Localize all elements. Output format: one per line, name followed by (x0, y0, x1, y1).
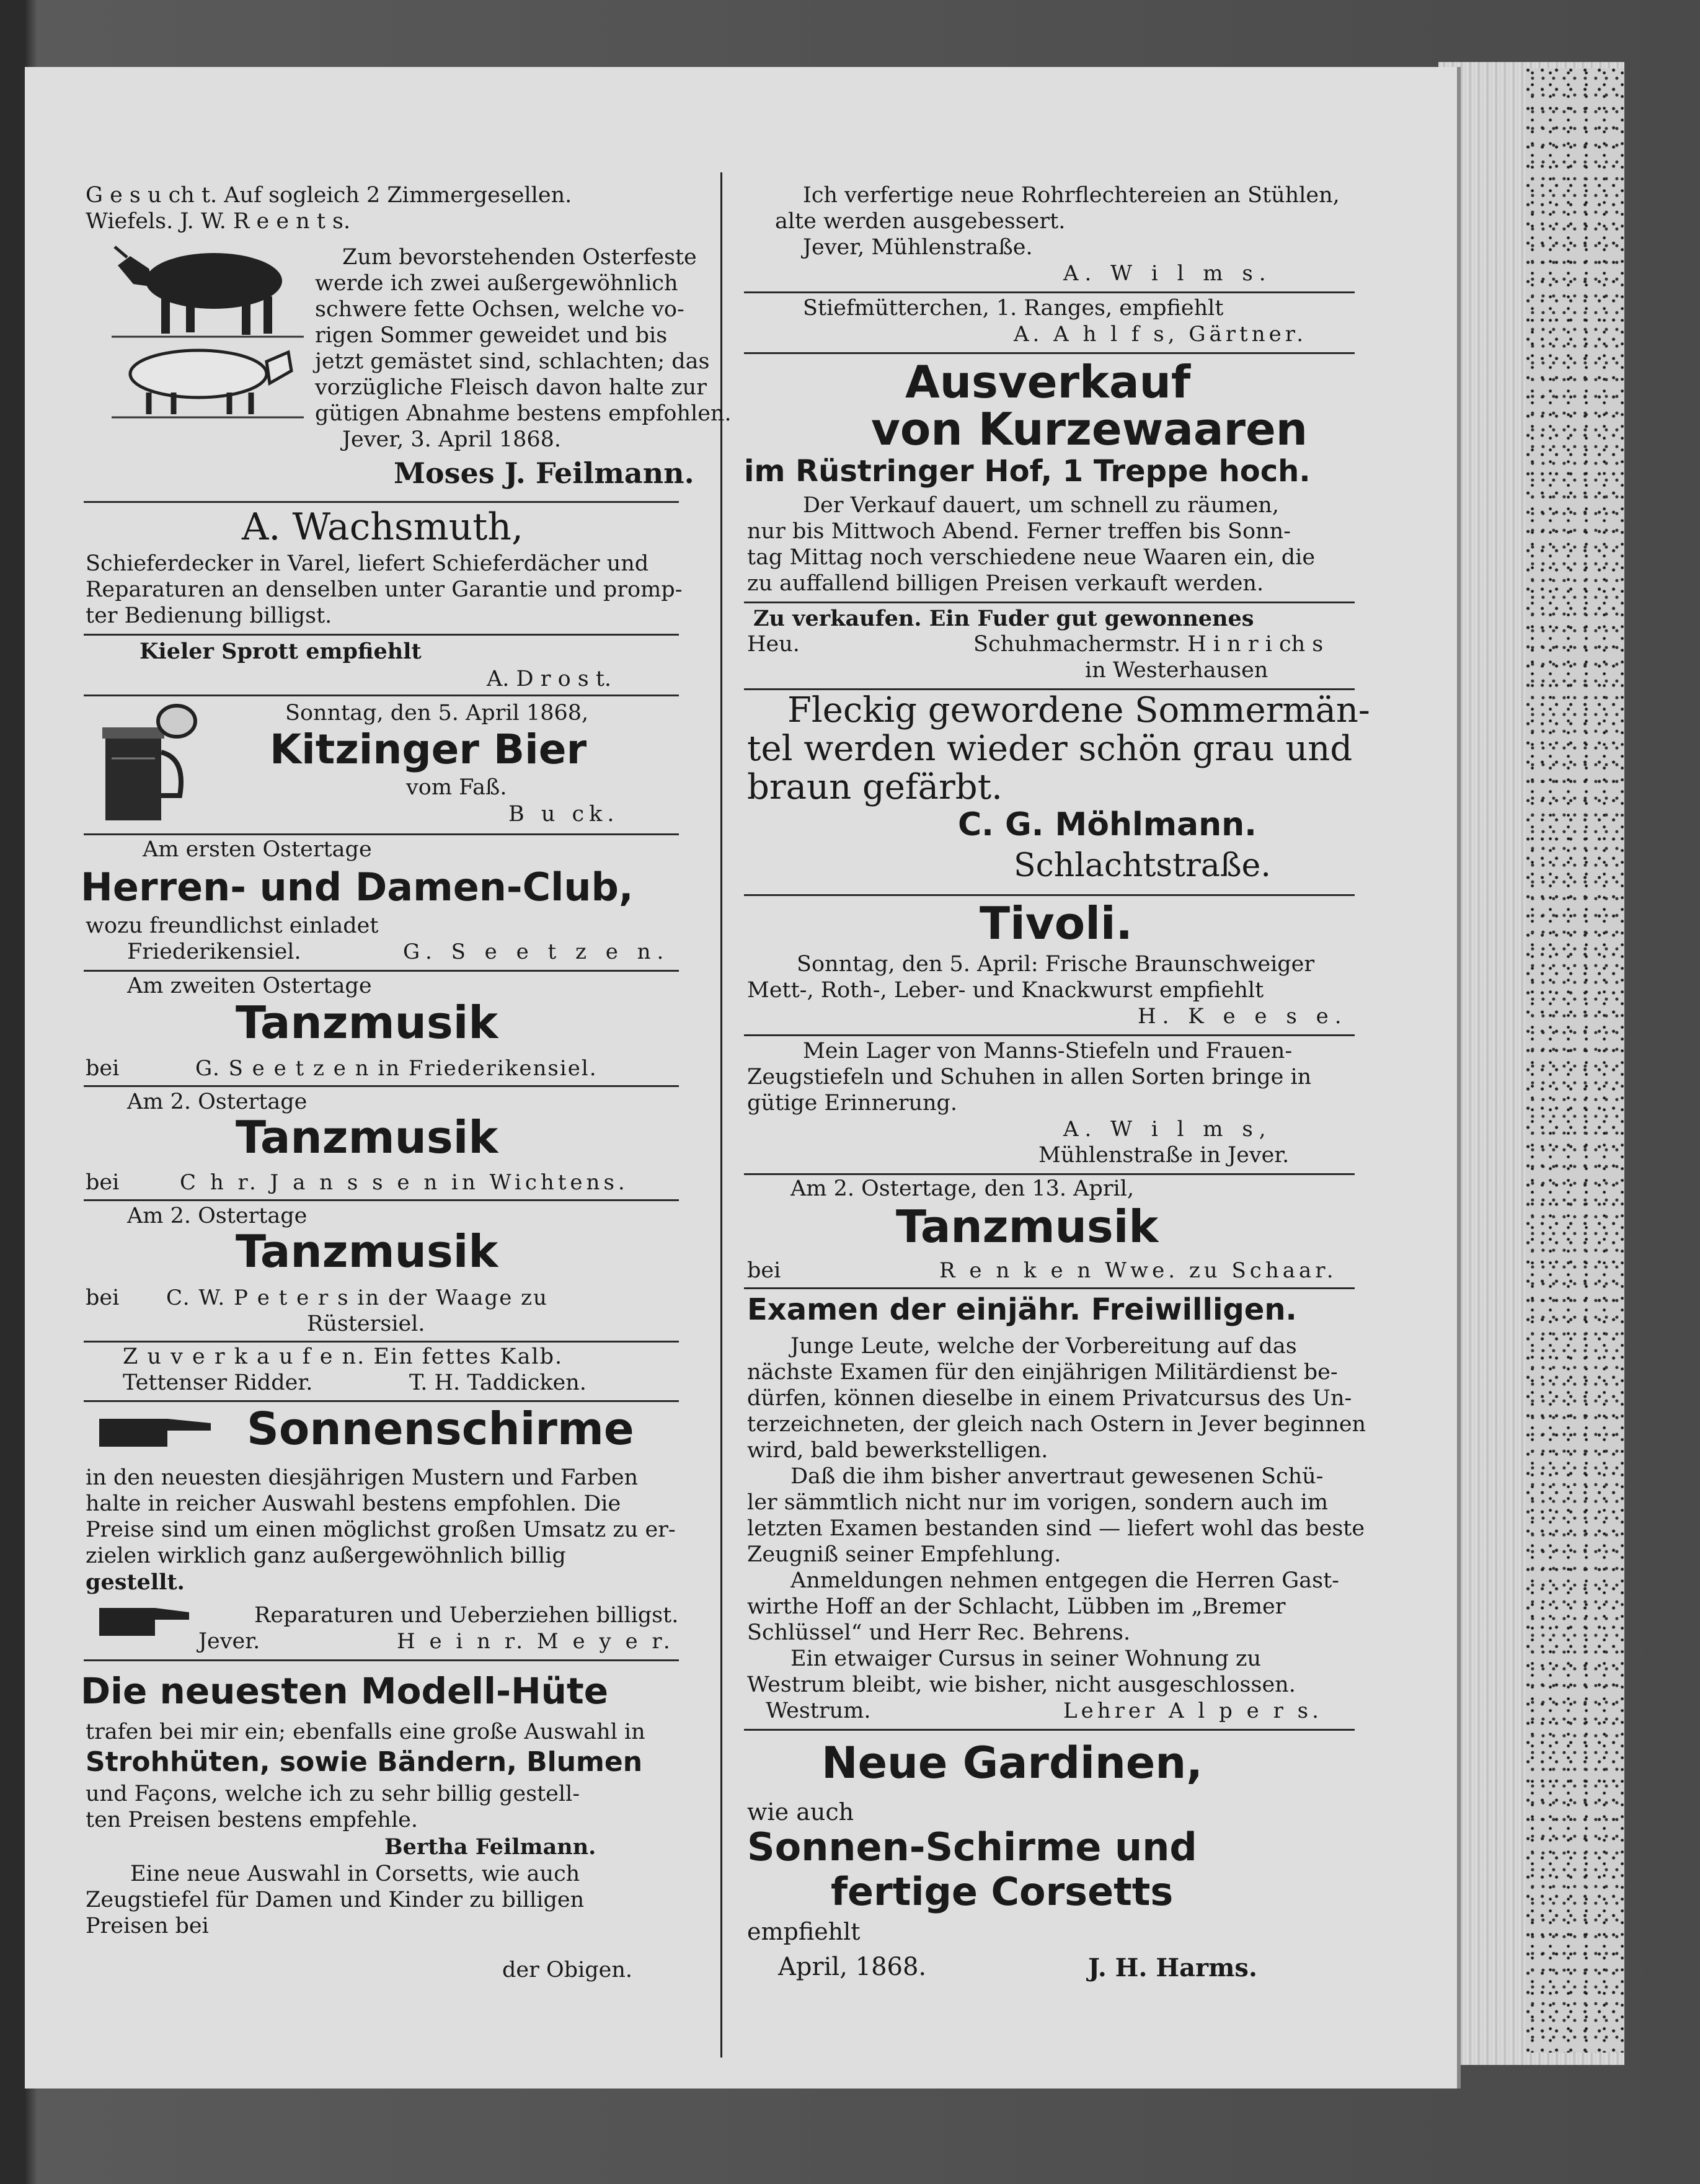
tivoli-line: Sonntag, den 5. April: Frische Braunschweiger (797, 952, 1315, 977)
heu-line3: in Westerhausen (1085, 658, 1268, 683)
examen-p1: terzeichneten, der gleich nach Ostern in Jever beginnen (747, 1412, 1366, 1437)
ox-signature: Moses J. Feilmann. (394, 456, 694, 490)
schirme-place: Jever. (198, 1629, 260, 1654)
examen-p2: Daß die ihm bisher anvertraut gewesenen Schü- (790, 1464, 1324, 1489)
examen-p1: nächste Examen für den einjährigen Militärdienst be- (747, 1360, 1338, 1385)
divider (744, 1034, 1355, 1036)
examen-p4: Ein etwaiger Cursus in seiner Wohnung zu (790, 1646, 1262, 1671)
wilms-signature: A. W i l m s. (1063, 261, 1272, 286)
corsetts-line: Preisen bei (86, 1914, 209, 1938)
stiefel-signature: A. W i l m s, (1063, 1117, 1272, 1142)
ad-gesucht-line1: G e s u ch t. Auf sogleich 2 Zimmergesellen. (86, 183, 572, 208)
club-signature: G. S e e t z e n. (403, 939, 670, 964)
wachsmuth-line: Reparaturen an denselben unter Garantie und promp- (86, 577, 683, 602)
tanz2-bei: bei (86, 1170, 120, 1195)
tanz4-line: R e n k e n Wwe. zu Schaar. (939, 1258, 1337, 1283)
tanz1-intro: Am zweiten Ostertage (127, 974, 372, 998)
huete-title: Die neuesten Modell-Hüte (81, 1670, 609, 1712)
huete-line: Strohhüten, sowie Bändern, Blumen (86, 1746, 643, 1778)
bier-title: Kitzinger Bier (270, 726, 587, 773)
examen-place: Westrum. (766, 1698, 871, 1723)
ox-text-line: Zum bevorstehenden Osterfeste (342, 245, 697, 270)
ausverkauf-title1: Ausverkauf (905, 356, 1191, 408)
ausverkauf-line: Der Verkauf dauert, um schnell zu räumen, (803, 493, 1279, 518)
wilms-line: alte werden ausgebessert. (775, 209, 1066, 234)
wilms-line: Jever, Mühlenstraße. (803, 235, 1033, 260)
schirme-signature: H e i n r. M e y e r. (397, 1629, 674, 1654)
schirme-line: Preise sind um einen möglichst großen Umsatz zu er- (86, 1517, 676, 1542)
tanz2-line: C h r. J a n s s e n in Wichtens. (180, 1170, 629, 1195)
examen-p2: ler sämmtlich nicht nur im vorigen, sondern auch im (747, 1490, 1329, 1515)
huete-line: trafen bei mir ein; ebenfalls eine große Auswahl in (86, 1720, 645, 1744)
tanz4-bei: bei (747, 1258, 781, 1283)
divider (744, 1287, 1355, 1289)
huete-signature: Bertha Feilmann. (384, 1834, 596, 1860)
kalb-place: Tettenser Ridder. (123, 1370, 313, 1395)
schirme-title: Sonnenschirme (247, 1403, 634, 1455)
tivoli-title: Tivoli. (980, 897, 1133, 949)
heu-line1: Zu verkaufen. Ein Fuder gut gewonnenes (753, 606, 1254, 631)
stiefel-line: Mein Lager von Manns-Stiefeln und Frauen- (803, 1039, 1293, 1063)
corsetts-line: Eine neue Auswahl in Corsetts, wie auch (130, 1862, 580, 1886)
divider (84, 1085, 679, 1087)
divider (84, 1341, 679, 1343)
divider (84, 833, 679, 835)
tanz3-title: Tanzmusik (236, 1225, 498, 1277)
wilms-line: Ich verfertige neue Rohrflechtereien an Stühlen, (803, 183, 1340, 208)
tanz4-intro: Am 2. Ostertage, den 13. April, (790, 1176, 1135, 1201)
club-intro: Am ersten Ostertage (143, 837, 372, 862)
tivoli-signature: H. K e e s e. (1138, 1004, 1348, 1029)
huete-line: ten Preisen bestens empfehle. (86, 1808, 418, 1832)
book-edge-speckle (1525, 68, 1624, 2053)
divider (84, 501, 679, 503)
tanz3-line1: C. W. P e t e r s in der Waage zu (166, 1285, 548, 1310)
bier-sub: vom Faß. (406, 775, 507, 800)
moehlmann-line: Fleckig gewordene Sommermän- (787, 690, 1370, 730)
bier-signature: B u ck. (508, 802, 619, 827)
examen-p3: Anmeldungen nehmen entgegen die Herren Gast- (790, 1568, 1339, 1593)
schirme-line: halte in reicher Auswahl bestens empfohlen. Die (86, 1491, 621, 1516)
ahlfs-line: Stiefmütterchen, 1. Ranges, empfiehlt (803, 296, 1224, 321)
gardinen-title3: fertige Corsetts (831, 1869, 1174, 1914)
examen-signature: Lehrer A l p e r s. (1063, 1698, 1322, 1723)
tivoli-line: Mett-, Roth-, Leber- und Knackwurst empfiehlt (747, 978, 1264, 1003)
ausverkauf-line: tag Mittag noch verschiedene neue Waaren ein, die (747, 545, 1316, 570)
gardinen-date: April, 1868. (778, 1953, 927, 1981)
ox-text-line: gütigen Abnahme bestens empfohlen. (315, 401, 732, 426)
heu-line2a: Heu. (747, 632, 800, 657)
heu-line2b: Schuhmachermstr. H i n r i ch s (973, 632, 1324, 657)
schirme-repair: Reparaturen und Ueberziehen billigst. (254, 1603, 679, 1628)
divider (744, 601, 1355, 603)
wachsmuth-name: A. Wachsmuth, (242, 505, 524, 549)
ox-text-line: vorzügliche Fleisch davon halte zur (315, 375, 707, 400)
divider (744, 1173, 1355, 1175)
examen-p2: letzten Examen bestanden sind — liefert wohl das beste (747, 1516, 1365, 1541)
ahlfs-signature: A. A h l f s, Gärtner. (1014, 322, 1308, 347)
tanz2-intro: Am 2. Ostertage (127, 1090, 308, 1114)
ausverkauf-title3: im Rüstringer Hof, 1 Treppe hoch. (744, 454, 1311, 489)
ox-text-line: Jever, 3. April 1868. (342, 427, 562, 452)
schirme-line: in den neuesten diesjährigen Mustern und Farben (86, 1465, 639, 1490)
ox-illustration-icon (105, 244, 310, 420)
gardinen-line: empfiehlt (747, 1918, 861, 1945)
ausverkauf-line: zu auffallend billigen Preisen verkauft werden. (747, 571, 1264, 596)
pointing-hand-icon (99, 1599, 192, 1642)
sprott-signature: A. D r o s t. (487, 667, 612, 691)
bier-date: Sonntag, den 5. April 1868, (285, 701, 589, 726)
club-title: Herren- und Damen-Club, (81, 864, 634, 910)
moehlmann-line: braun gefärbt. (747, 767, 1003, 807)
divider (84, 634, 679, 636)
moehlmann-street: Schlachtstraße. (1014, 847, 1271, 884)
ad-gesucht-line2: Wiefels. J. W. R e e n t s. (86, 209, 351, 234)
examen-p3: Schlüssel“ und Herr Rec. Behrens. (747, 1620, 1131, 1645)
tanz2-title: Tanzmusik (236, 1111, 498, 1163)
club-place: Friederikensiel. (127, 939, 301, 964)
divider (744, 1729, 1355, 1731)
tanz4-title: Tanzmusik (896, 1201, 1159, 1253)
tanz3-line2: Rüstersiel. (307, 1312, 425, 1336)
kalb-signature: T. H. Taddicken. (409, 1370, 587, 1395)
newspaper-page (25, 67, 1461, 2089)
ox-text-line: schwere fette Ochsen, welche vo- (315, 297, 684, 322)
divider (84, 1199, 679, 1201)
gardinen-signature: J. H. Harms. (1088, 1953, 1257, 1982)
corsetts-closing: der Obigen. (502, 1958, 633, 1982)
examen-p2: Zeugniß seiner Empfehlung. (747, 1542, 1061, 1567)
tanz1-title: Tanzmusik (236, 997, 498, 1049)
stiefel-street: Mühlenstraße in Jever. (1038, 1143, 1290, 1168)
sprott-line: Kieler Sprott empfiehlt (139, 639, 422, 664)
ausverkauf-title2: von Kurzewaaren (871, 403, 1308, 455)
moehlmann-signature: C. G. Möhlmann. (958, 806, 1257, 843)
stiefel-line: Zeugstiefeln und Schuhen in allen Sorten bringe in (747, 1065, 1312, 1090)
column-divider (720, 172, 722, 2057)
pointing-hand-icon (99, 1409, 214, 1453)
beer-mug-icon (93, 703, 205, 827)
examen-title: Examen der einjähr. Freiwilligen. (747, 1292, 1297, 1327)
examen-p4: Westrum bleibt, wie bisher, nicht ausgeschlossen. (747, 1672, 1296, 1697)
wachsmuth-line: ter Bedienung billigst. (86, 603, 332, 628)
divider (744, 352, 1355, 354)
gardinen-sub: wie auch (747, 1798, 854, 1826)
examen-p1: Junge Leute, welche der Vorbereitung auf das (790, 1334, 1297, 1359)
divider (744, 894, 1355, 896)
ox-text-line: jetzt gemästet sind, schlachten; das (315, 349, 710, 374)
gardinen-title2: Sonnen-Schirme und (747, 1824, 1197, 1870)
ox-text-line: rigen Sommer geweidet und bis (315, 323, 668, 348)
kalb-line: Z u v e r k a u f e n. Ein fettes Kalb. (123, 1344, 564, 1369)
divider (84, 1400, 679, 1402)
ox-text-line: werde ich zwei außergewöhnlich (315, 271, 678, 296)
divider (84, 970, 679, 972)
divider (84, 695, 679, 696)
schirme-line: zielen wirklich ganz außergewöhnlich billig (86, 1543, 566, 1568)
wachsmuth-line: Schieferdecker in Varel, liefert Schieferdächer und (86, 551, 649, 576)
examen-p1: wird, bald bewerkstelligen. (747, 1438, 1048, 1463)
examen-p1: dürfen, können dieselbe in einem Privatcursus des Un- (747, 1386, 1352, 1411)
schirme-line: gestellt. (86, 1569, 185, 1595)
stiefel-line: gütige Erinnerung. (747, 1091, 958, 1116)
divider (84, 1659, 679, 1661)
club-line: wozu freundlichst einladet (86, 913, 379, 938)
examen-p3: wirthe Hoff an der Schlacht, Lübben im „Bremer (747, 1594, 1286, 1619)
tanz3-bei: bei (86, 1285, 120, 1310)
tanz3-intro: Am 2. Ostertage (127, 1204, 308, 1228)
corsetts-line: Zeugstiefel für Damen und Kinder zu billigen (86, 1888, 585, 1912)
huete-line: und Façons, welche ich zu sehr billig gestell- (86, 1782, 580, 1806)
moehlmann-line: tel werden wieder schön grau und (747, 729, 1353, 769)
tanz1-bei: bei (86, 1056, 120, 1081)
tanz1-line: G. S e e t z e n in Friederikensiel. (195, 1056, 598, 1081)
ausverkauf-line: nur bis Mittwoch Abend. Ferner treffen bis Sonn- (747, 519, 1291, 544)
divider (744, 291, 1355, 293)
gardinen-title: Neue Gardinen, (821, 1738, 1203, 1788)
